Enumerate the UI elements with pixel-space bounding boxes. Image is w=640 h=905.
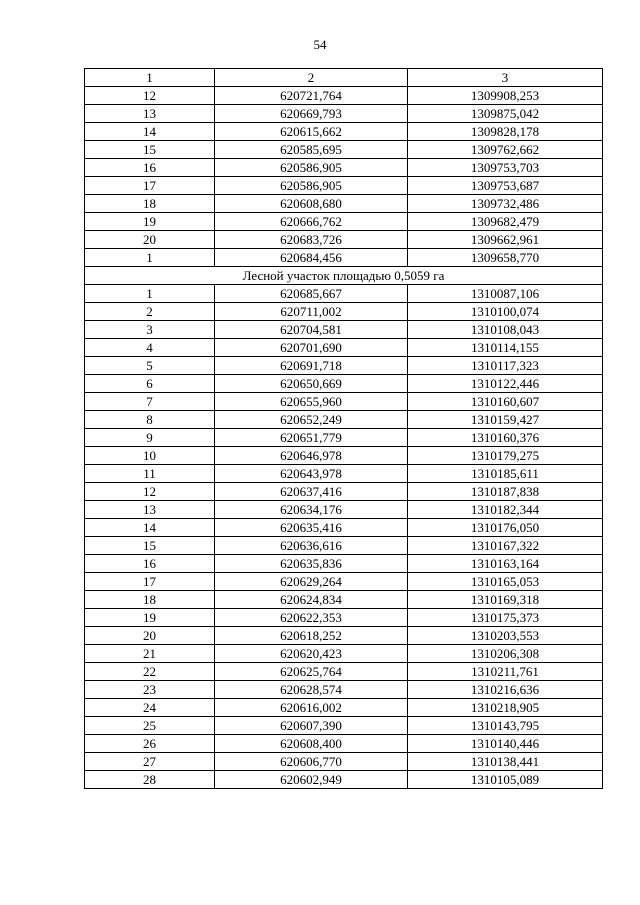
- x-coordinate-cell: 620618,252: [215, 627, 408, 645]
- x-coordinate-cell: 620650,669: [215, 375, 408, 393]
- table-row: [85, 645, 603, 663]
- y-coordinate-cell: 1310160,607: [408, 393, 603, 411]
- x-coordinate-cell: 620616,002: [215, 699, 408, 717]
- y-coordinate-cell: 1310143,795: [408, 717, 603, 735]
- point-number-cell: 28: [85, 771, 215, 789]
- table-row: [85, 123, 603, 141]
- x-coordinate-cell: 620608,680: [215, 195, 408, 213]
- x-coordinate-cell: 620608,400: [215, 735, 408, 753]
- table-row: [85, 339, 603, 357]
- point-number-cell: 11: [85, 465, 215, 483]
- x-coordinate-cell: 620721,764: [215, 87, 408, 105]
- point-number-cell: 25: [85, 717, 215, 735]
- table-row: [85, 465, 603, 483]
- y-coordinate-cell: 1310138,441: [408, 753, 603, 771]
- section-title: Лесной участок площадью 0,5059 га: [85, 267, 603, 285]
- point-number-cell: 1: [85, 249, 215, 267]
- table-row: [85, 717, 603, 735]
- x-coordinate-cell: 620634,176: [215, 501, 408, 519]
- point-number-cell: 19: [85, 609, 215, 627]
- x-coordinate-cell: 620711,002: [215, 303, 408, 321]
- y-coordinate-cell: 1309875,042: [408, 105, 603, 123]
- y-coordinate-cell: 1310167,322: [408, 537, 603, 555]
- table-row: [85, 627, 603, 645]
- y-coordinate-cell: 1310160,376: [408, 429, 603, 447]
- y-coordinate-cell: 1310117,323: [408, 357, 603, 375]
- x-coordinate-cell: 620586,905: [215, 159, 408, 177]
- table-row: [85, 195, 603, 213]
- point-number-cell: 18: [85, 591, 215, 609]
- point-number-cell: 14: [85, 519, 215, 537]
- x-coordinate-cell: 620586,905: [215, 177, 408, 195]
- y-coordinate-cell: 1310087,106: [408, 285, 603, 303]
- x-coordinate-cell: 620669,793: [215, 105, 408, 123]
- x-coordinate-cell: 620585,695: [215, 141, 408, 159]
- x-coordinate-cell: 620602,949: [215, 771, 408, 789]
- point-number-cell: 1: [85, 69, 215, 87]
- table-row: [85, 573, 603, 591]
- y-coordinate-cell: 1310182,344: [408, 501, 603, 519]
- point-number-cell: 24: [85, 699, 215, 717]
- point-number-cell: 3: [85, 321, 215, 339]
- y-coordinate-cell: 1309828,178: [408, 123, 603, 141]
- y-coordinate-cell: 1310140,446: [408, 735, 603, 753]
- x-coordinate-cell: 620635,836: [215, 555, 408, 573]
- table-row: [85, 141, 603, 159]
- table-row: [85, 591, 603, 609]
- y-coordinate-cell: 1310185,611: [408, 465, 603, 483]
- point-number-cell: 17: [85, 177, 215, 195]
- section-row: [85, 267, 603, 285]
- x-coordinate-cell: 620683,726: [215, 231, 408, 249]
- y-coordinate-cell: 1309762,662: [408, 141, 603, 159]
- y-coordinate-cell: 1310175,373: [408, 609, 603, 627]
- y-coordinate-cell: 1309662,961: [408, 231, 603, 249]
- x-coordinate-cell: 620628,574: [215, 681, 408, 699]
- y-coordinate-cell: 1310169,318: [408, 591, 603, 609]
- point-number-cell: 4: [85, 339, 215, 357]
- x-coordinate-cell: 620685,667: [215, 285, 408, 303]
- x-coordinate-cell: 620636,616: [215, 537, 408, 555]
- y-coordinate-cell: 1310165,053: [408, 573, 603, 591]
- x-coordinate-cell: 620684,456: [215, 249, 408, 267]
- point-number-cell: 2: [85, 303, 215, 321]
- point-number-cell: 15: [85, 537, 215, 555]
- x-coordinate-cell: 620643,978: [215, 465, 408, 483]
- point-number-cell: 20: [85, 627, 215, 645]
- point-number-cell: 6: [85, 375, 215, 393]
- table-row: [85, 177, 603, 195]
- x-coordinate-cell: 620637,416: [215, 483, 408, 501]
- coordinates-table: [84, 68, 603, 789]
- x-coordinate-cell: 620624,834: [215, 591, 408, 609]
- table-header-row: [85, 69, 603, 87]
- y-coordinate-cell: 1309732,486: [408, 195, 603, 213]
- point-number-cell: 12: [85, 87, 215, 105]
- point-number-cell: 27: [85, 753, 215, 771]
- y-coordinate-cell: 1309753,703: [408, 159, 603, 177]
- y-coordinate-cell: 3: [408, 69, 603, 87]
- x-coordinate-cell: 620606,770: [215, 753, 408, 771]
- y-coordinate-cell: 1310211,761: [408, 663, 603, 681]
- x-coordinate-cell: 620704,581: [215, 321, 408, 339]
- table-row: [85, 735, 603, 753]
- x-coordinate-cell: 620629,264: [215, 573, 408, 591]
- point-number-cell: 13: [85, 105, 215, 123]
- x-coordinate-cell: 620701,690: [215, 339, 408, 357]
- y-coordinate-cell: 1310203,553: [408, 627, 603, 645]
- table-row: [85, 249, 603, 267]
- y-coordinate-cell: 1310105,089: [408, 771, 603, 789]
- point-number-cell: 16: [85, 555, 215, 573]
- y-coordinate-cell: 1310114,155: [408, 339, 603, 357]
- table-row: [85, 519, 603, 537]
- table-row: [85, 555, 603, 573]
- y-coordinate-cell: 1310163,164: [408, 555, 603, 573]
- x-coordinate-cell: 620666,762: [215, 213, 408, 231]
- y-coordinate-cell: 1310176,050: [408, 519, 603, 537]
- point-number-cell: 26: [85, 735, 215, 753]
- point-number-cell: 20: [85, 231, 215, 249]
- table-row: [85, 753, 603, 771]
- table-row: [85, 393, 603, 411]
- point-number-cell: 13: [85, 501, 215, 519]
- table-row: [85, 447, 603, 465]
- point-number-cell: 17: [85, 573, 215, 591]
- x-coordinate-cell: 620625,764: [215, 663, 408, 681]
- point-number-cell: 21: [85, 645, 215, 663]
- coordinates-table-body: [85, 69, 603, 789]
- table-row: [85, 303, 603, 321]
- x-coordinate-cell: 620607,390: [215, 717, 408, 735]
- table-row: [85, 483, 603, 501]
- point-number-cell: 8: [85, 411, 215, 429]
- point-number-cell: 23: [85, 681, 215, 699]
- y-coordinate-cell: 1310122,446: [408, 375, 603, 393]
- table-row: [85, 501, 603, 519]
- y-coordinate-cell: 1310100,074: [408, 303, 603, 321]
- table-row: [85, 663, 603, 681]
- table-row: [85, 231, 603, 249]
- y-coordinate-cell: 1310206,308: [408, 645, 603, 663]
- page-number: 54: [313, 37, 327, 52]
- y-coordinate-cell: 1310179,275: [408, 447, 603, 465]
- x-coordinate-cell: 620615,662: [215, 123, 408, 141]
- table-row: [85, 375, 603, 393]
- point-number-cell: 22: [85, 663, 215, 681]
- x-coordinate-cell: 620635,416: [215, 519, 408, 537]
- point-number-cell: 16: [85, 159, 215, 177]
- table-row: [85, 213, 603, 231]
- x-coordinate-cell: 620620,423: [215, 645, 408, 663]
- y-coordinate-cell: 1310108,043: [408, 321, 603, 339]
- point-number-cell: 7: [85, 393, 215, 411]
- table-row: [85, 357, 603, 375]
- table-row: [85, 159, 603, 177]
- point-number-cell: 12: [85, 483, 215, 501]
- table-row: [85, 771, 603, 789]
- y-coordinate-cell: 1310218,905: [408, 699, 603, 717]
- table-row: [85, 87, 603, 105]
- y-coordinate-cell: 1310187,838: [408, 483, 603, 501]
- x-coordinate-cell: 620652,249: [215, 411, 408, 429]
- y-coordinate-cell: 1310159,427: [408, 411, 603, 429]
- x-coordinate-cell: 620691,718: [215, 357, 408, 375]
- x-coordinate-cell: 620651,779: [215, 429, 408, 447]
- point-number-cell: 18: [85, 195, 215, 213]
- point-number-cell: 19: [85, 213, 215, 231]
- table-row: [85, 321, 603, 339]
- y-coordinate-cell: 1309908,253: [408, 87, 603, 105]
- table-row: [85, 699, 603, 717]
- point-number-cell: 1: [85, 285, 215, 303]
- x-coordinate-cell: 2: [215, 69, 408, 87]
- table-row: [85, 105, 603, 123]
- table-row: [85, 681, 603, 699]
- point-number-cell: 14: [85, 123, 215, 141]
- point-number-cell: 10: [85, 447, 215, 465]
- point-number-cell: 9: [85, 429, 215, 447]
- table-row: [85, 429, 603, 447]
- y-coordinate-cell: 1309753,687: [408, 177, 603, 195]
- table-row: [85, 609, 603, 627]
- x-coordinate-cell: 620655,960: [215, 393, 408, 411]
- table-row: [85, 411, 603, 429]
- y-coordinate-cell: 1309658,770: [408, 249, 603, 267]
- point-number-cell: 5: [85, 357, 215, 375]
- point-number-cell: 15: [85, 141, 215, 159]
- table-row: [85, 537, 603, 555]
- table-row: [85, 285, 603, 303]
- x-coordinate-cell: 620646,978: [215, 447, 408, 465]
- x-coordinate-cell: 620622,353: [215, 609, 408, 627]
- y-coordinate-cell: 1309682,479: [408, 213, 603, 231]
- y-coordinate-cell: 1310216,636: [408, 681, 603, 699]
